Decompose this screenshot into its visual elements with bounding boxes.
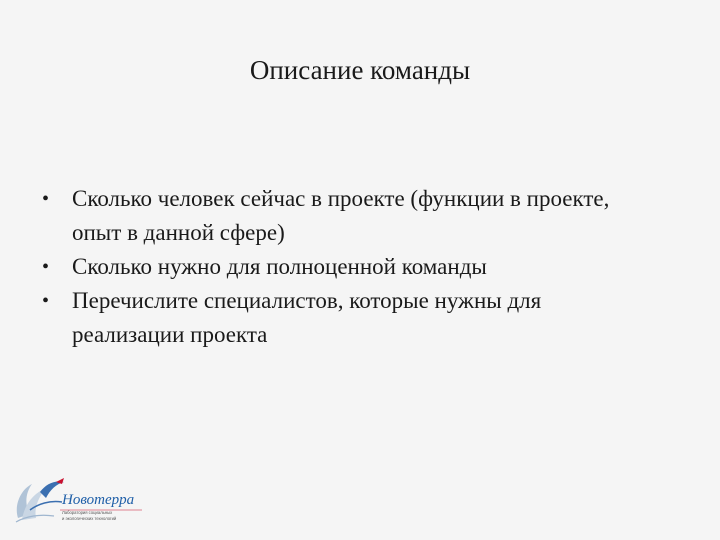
bullet-item bbox=[40, 250, 640, 284]
bullet-text: Сколько человек сейчас в проекте (функции в проекте, опыт в данной сфере) bbox=[72, 186, 610, 245]
bird-emblem-icon bbox=[16, 478, 64, 522]
bullet-icon: • bbox=[42, 290, 50, 312]
logo-brand-text: Новотерра bbox=[62, 492, 135, 508]
slide-title-text: Описание команды bbox=[249, 55, 471, 85]
bullet-text: Перечислите специалистов, которые нужны для реализации проекта bbox=[72, 288, 542, 347]
novoterra-logo bbox=[10, 470, 145, 530]
bullet-list bbox=[40, 182, 640, 352]
logo-tagline-2: и экологических технологий bbox=[62, 516, 117, 521]
slide-title bbox=[0, 52, 720, 88]
bullet-item bbox=[40, 182, 640, 250]
bullet-icon: • bbox=[42, 188, 50, 210]
bullet-icon: • bbox=[42, 256, 50, 278]
bullet-text: Сколько нужно для полноценной команды bbox=[72, 254, 487, 279]
bullet-item bbox=[40, 284, 640, 352]
logo-tagline-1: Лаборатория социальных bbox=[62, 510, 113, 515]
